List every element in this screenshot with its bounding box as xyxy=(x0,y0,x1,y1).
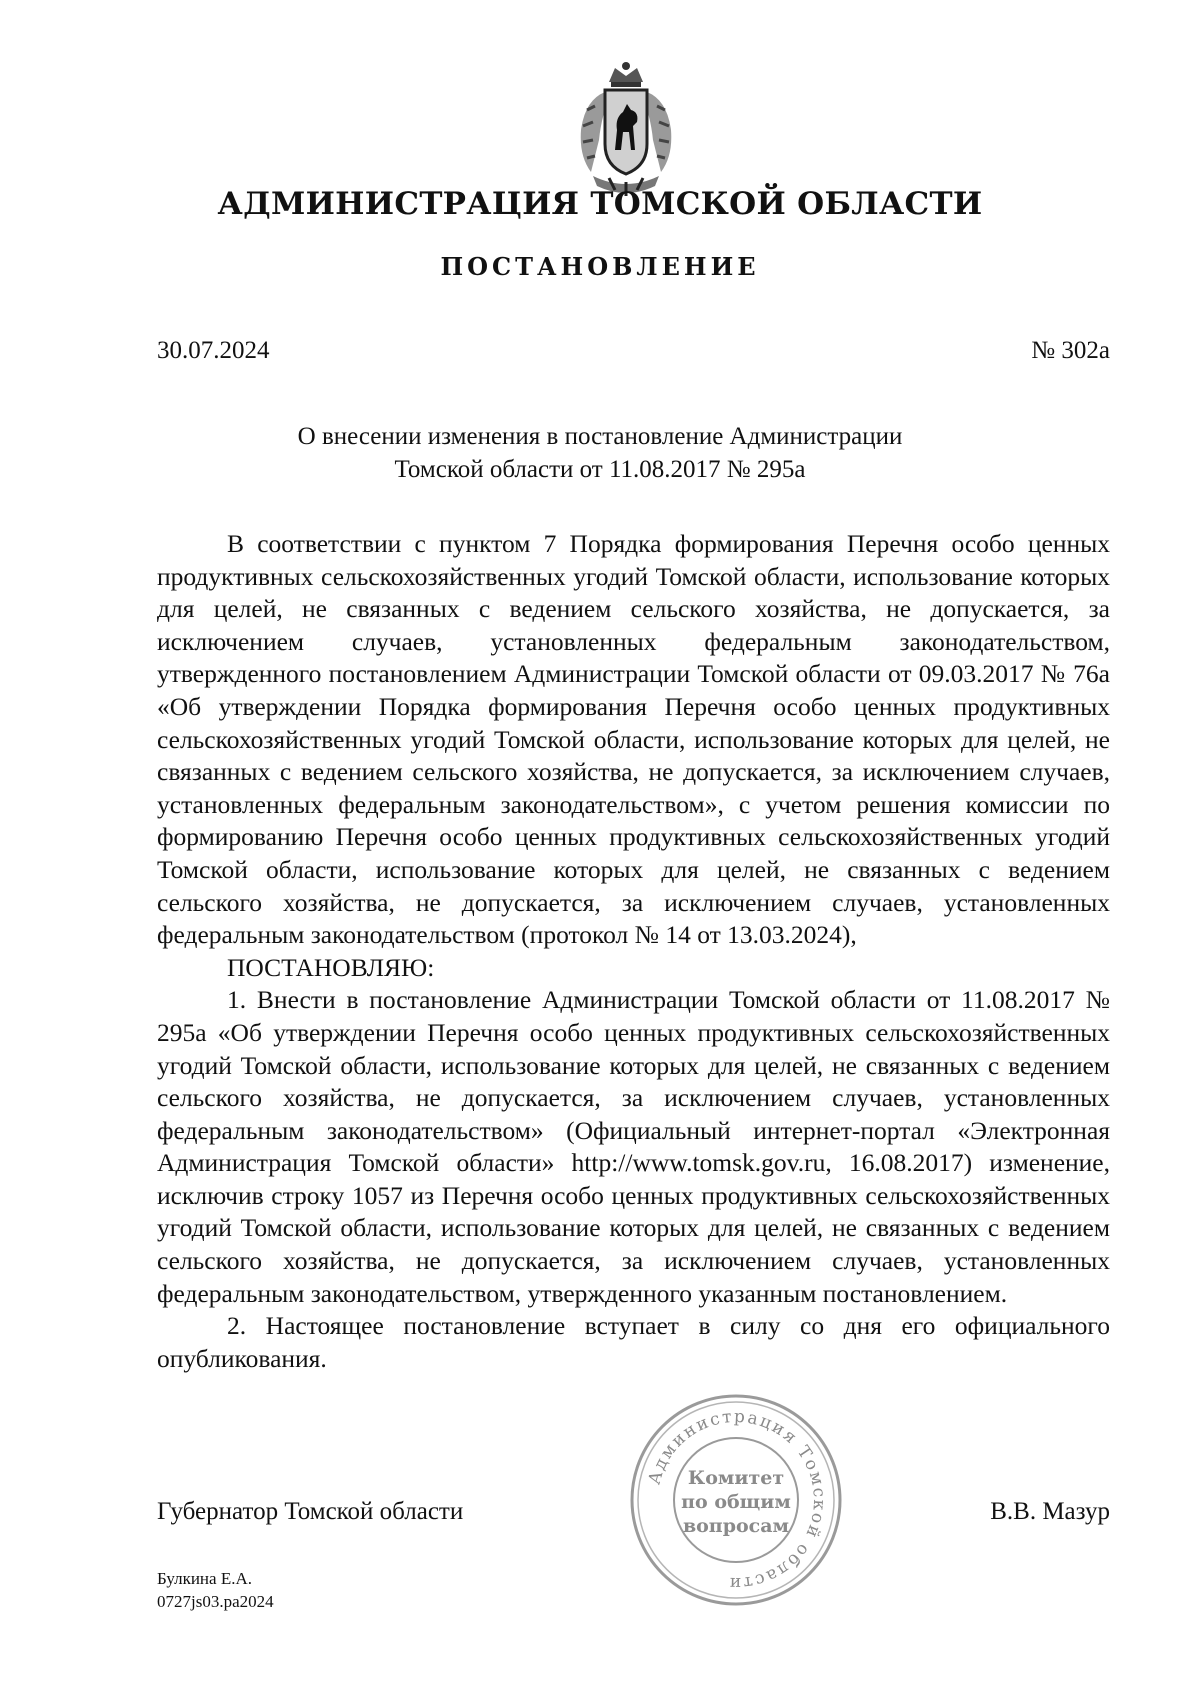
document-subject xyxy=(0,420,1200,486)
tomsk-coat-of-arms-icon xyxy=(565,60,687,202)
item-1-paragraph: 1. Внести в постановление Администрации Томской области от 11.08.2017 № 295а «Об утверждении Перечня особо ценных продуктивных сельскохозяйственных угодий Томской области, использование которых для целей, не связанных с ведением сельского хозяйства, не допускается, за исключением случаев, установленных федеральным законодательством» (Официальный интернет-портал «Электронная Администрация Томской области» http://www.tomsk.gov.ru, 16.08.2017) изменение, исключив строку 1057 из Перечня особо ценных продуктивных сельскохозяйственных угодий Томской области, использование которых для целей, не связанных с ведением сельского хозяйства, не допускается, за исключением случаев, установленных федеральным законодательством, утвержденного указанным постановлением. xyxy=(157,985,1110,1308)
document-body xyxy=(157,528,1110,1375)
official-stamp xyxy=(626,1390,846,1610)
preamble-paragraph: В соответствии с пунктом 7 Порядка формирования Перечня особо ценных продуктивных сельскохозяйственных угодий Томской области, использование которых для целей, не связанных с ведением сельского хозяйства, не допускается, за исключением случаев, установленных федеральным законодательством, утвержденного постановлением Администрации Томской области от 09.03.2017 № 76а «Об утверждении Порядка формирования Перечня особо ценных продуктивных сельскохозяйственных угодий Томской области, использование которых для целей, не связанных с ведением сельского хозяйства, не допускается, за исключением случаев, установленных федеральным законодательством», с учетом решения комиссии по формированию Перечня особо ценных продуктивных сельскохозяйственных угодий Томской области, использование которых для целей, не связанных с ведением сельского хозяйства, не допускается, за исключением случаев, установленных федеральным законодательством (протокол № 14 от 13.03.2024), xyxy=(157,529,1110,950)
resolve-line: ПОСТАНОВЛЯЮ: xyxy=(227,952,435,982)
document-number: № 302а xyxy=(1031,337,1110,364)
stamp-ring-text: Администрация Томской области xyxy=(644,1406,830,1594)
subject-line-1: О внесении изменения в постановление Администрации xyxy=(297,423,903,450)
stamp-center-line-1: Комитет xyxy=(687,1467,785,1489)
file-code: 0727js03.pa2024 xyxy=(157,1592,274,1611)
item-2-paragraph: 2. Настоящее постановление вступает в силу со дня его официального опубликования. xyxy=(157,1311,1110,1373)
subject-line-2: Томской области от 11.08.2017 № 295а xyxy=(394,456,806,483)
executor-name: Булкина Е.А. xyxy=(157,1569,252,1588)
signer-name: В.В. Мазур xyxy=(990,1498,1110,1525)
stamp-center-line-2: по общим xyxy=(681,1491,791,1513)
organization-title: АДМИНИСТРАЦИЯ ТОМСКОЙ ОБЛАСТИ xyxy=(217,186,983,222)
document-date: 30.07.2024 xyxy=(157,337,270,364)
document-type: ПОСТАНОВЛЕНИЕ xyxy=(440,252,760,281)
signer-title: Губернатор Томской области xyxy=(157,1498,464,1525)
executor-block xyxy=(157,1567,274,1613)
stamp-center-line-3: вопросам xyxy=(682,1515,790,1537)
